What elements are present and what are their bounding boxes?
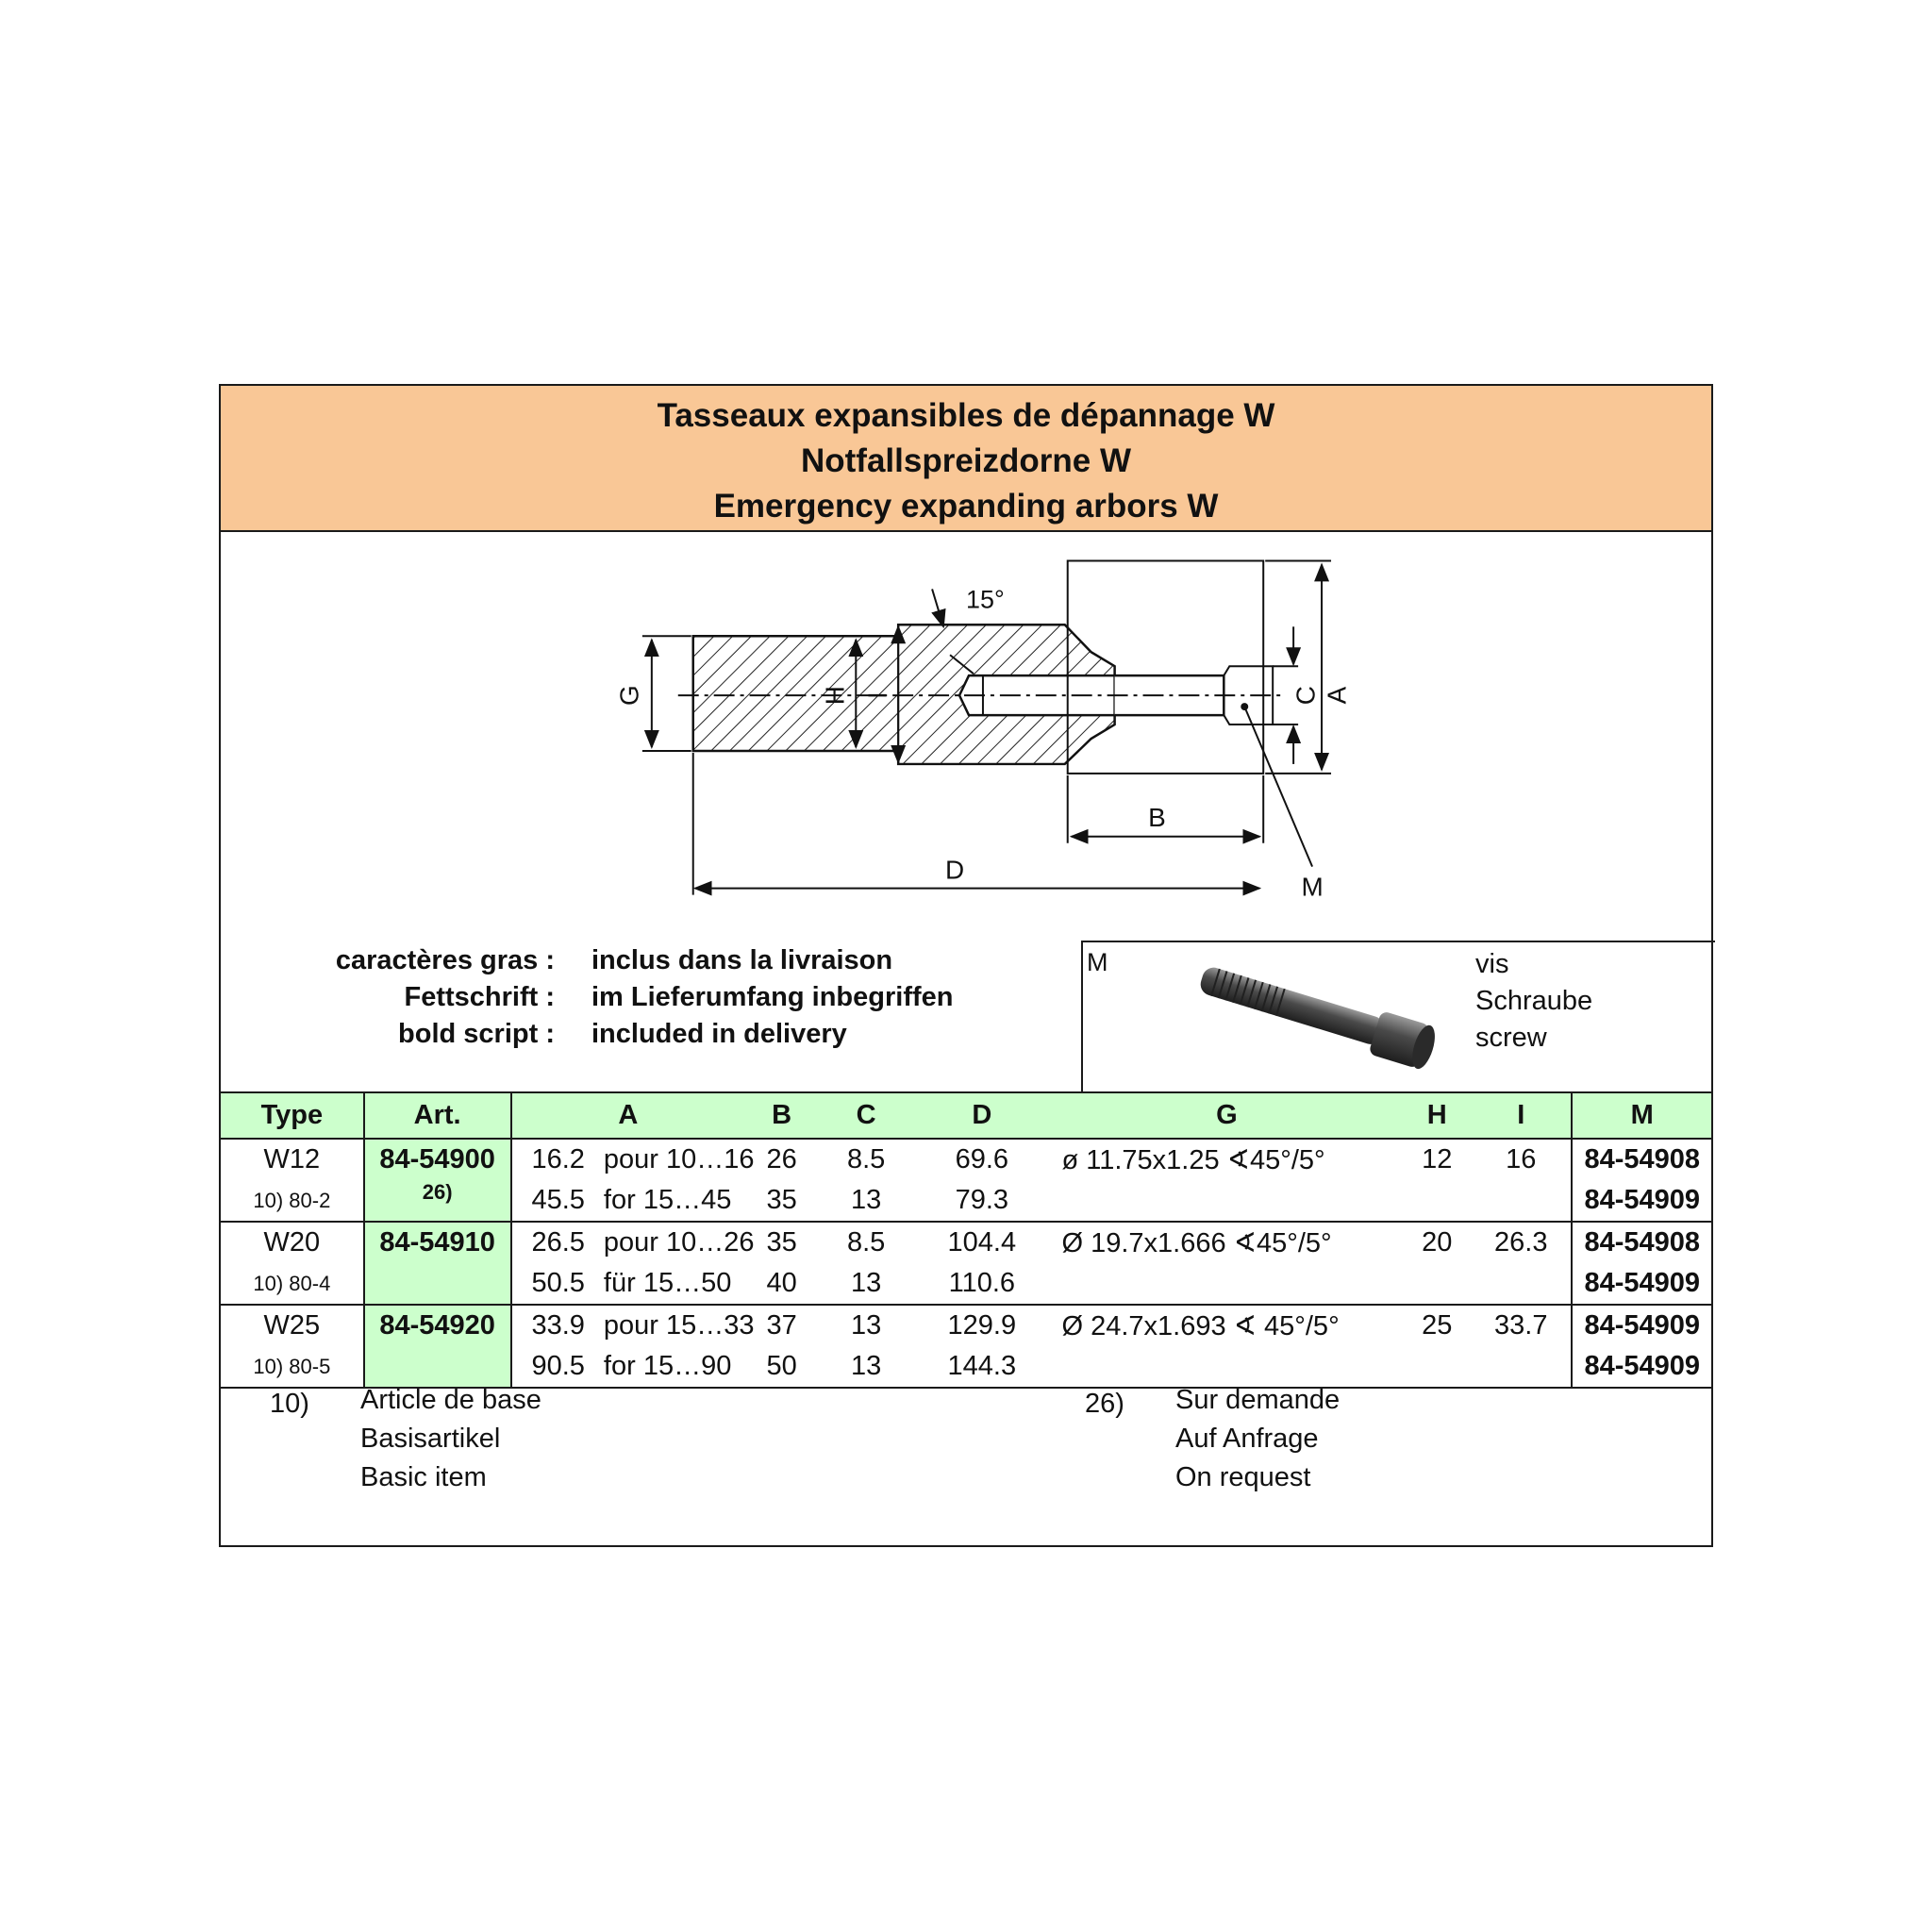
cell-c: 13 [819, 1346, 913, 1388]
cell-a: 16.2 [531, 1144, 585, 1174]
cell-b: 35 [766, 1227, 797, 1257]
label-d: D [944, 855, 965, 885]
header-h: H [1403, 1092, 1471, 1139]
cell-type-sub: 10) 80-4 [221, 1263, 364, 1305]
cell-range: pour 15…33 [603, 1310, 755, 1341]
cell-d: 79.3 [913, 1180, 1050, 1222]
legend-keys [336, 942, 555, 1053]
screw-box [1081, 941, 1715, 1091]
table-row [221, 1139, 1711, 1180]
label-g: G [614, 685, 644, 706]
cell-range: pour 10…16 [603, 1144, 755, 1174]
legend-values [591, 942, 953, 1053]
cell-type: W20 [221, 1222, 364, 1263]
cell-c: 13 [819, 1180, 913, 1222]
cell-m: 84-54909 [1572, 1180, 1711, 1222]
header-art: Art. [364, 1092, 511, 1139]
legend-value-de: im Lieferumfang inbegriffen [591, 982, 954, 1012]
cell-b: 50 [744, 1346, 819, 1388]
footnote-line: Basisartikel [360, 1424, 501, 1454]
legend-key-fr: caractères gras : [335, 945, 555, 975]
cell-a: 50.5 [511, 1263, 592, 1305]
screw-image [1158, 948, 1460, 1080]
spec-table [221, 1091, 1711, 1389]
cell-c: 8.5 [846, 1227, 886, 1257]
label-a: A [1322, 686, 1352, 705]
cell-d: 104.4 [947, 1227, 1017, 1257]
cell-type: W25 [221, 1305, 364, 1346]
table-row [221, 1263, 1711, 1305]
cell-empty [1471, 1346, 1572, 1388]
footnote-number: 10) [270, 1389, 309, 1419]
label-m: M [1301, 872, 1324, 902]
legend-value-fr: inclus dans la livraison [591, 945, 893, 975]
cell-empty [1471, 1180, 1572, 1222]
label-b: B [1148, 802, 1166, 832]
cell-empty [1403, 1346, 1471, 1388]
cell-b: 37 [766, 1310, 797, 1341]
cell-range: for 15…90 [592, 1346, 744, 1388]
screw-word-de: Schraube [1475, 986, 1593, 1016]
cell-g: Ø 24.7x1.693 ∢ 45°/5° [1061, 1311, 1340, 1341]
cell-d: 69.6 [955, 1144, 1009, 1174]
cell-c: 13 [850, 1310, 882, 1341]
cell-type: W12 [221, 1139, 364, 1180]
cell-a: 33.9 [531, 1310, 585, 1341]
legend-key-en: bold script : [398, 1019, 555, 1049]
cell-b: 26 [766, 1144, 797, 1174]
cell-c: 13 [819, 1263, 913, 1305]
screw-word-fr: vis [1475, 949, 1509, 979]
legend-value-en: included in delivery [591, 1019, 847, 1049]
cell-type-sub: 10) 80-5 [221, 1346, 364, 1388]
header-a: A [511, 1092, 745, 1139]
cell-type-sub: 10) 80-2 [221, 1180, 364, 1222]
cell-d: 110.6 [913, 1263, 1050, 1305]
cell-empty [1403, 1180, 1471, 1222]
cell-m: 84-54908 [1584, 1227, 1701, 1257]
header-i: I [1471, 1092, 1572, 1139]
header-c: C [819, 1092, 913, 1139]
table-row [221, 1222, 1711, 1263]
cell-a: 90.5 [511, 1346, 592, 1388]
technical-drawing [221, 532, 1711, 947]
table-row [221, 1305, 1711, 1346]
cell-empty [1050, 1263, 1403, 1305]
cell-art: 84-54900 [364, 1139, 511, 1180]
cell-m: 84-54909 [1584, 1310, 1701, 1341]
product-sheet [219, 384, 1713, 1547]
cell-m: 84-54909 [1572, 1263, 1711, 1305]
cell-range: pour 10…26 [603, 1227, 755, 1257]
arbor-body [678, 625, 1286, 764]
cell-empty [1050, 1180, 1403, 1222]
footnote-number: 26) [1085, 1389, 1124, 1419]
table-header-row [221, 1092, 1711, 1139]
cell-c: 8.5 [846, 1144, 886, 1174]
label-c: C [1291, 686, 1321, 706]
screw-words [1475, 946, 1592, 1057]
footnote-line: Sur demande [1175, 1385, 1341, 1415]
title-french: Tasseaux expansibles de dépannage W [657, 397, 1275, 434]
cell-d: 129.9 [947, 1310, 1017, 1341]
title-header [221, 386, 1711, 532]
title-english: Emergency expanding arbors W [713, 488, 1219, 525]
screw-box-label: M [1087, 948, 1108, 976]
cell-h: 25 [1422, 1310, 1453, 1341]
cell-range: für 15…50 [592, 1263, 744, 1305]
cell-a: 45.5 [511, 1180, 592, 1222]
cell-h: 12 [1422, 1144, 1453, 1174]
screw-word-en: screw [1475, 1023, 1547, 1053]
header-b: B [744, 1092, 819, 1139]
cell-b: 40 [744, 1263, 819, 1305]
footnote-line: Article de base [360, 1385, 541, 1415]
cell-h: 20 [1422, 1227, 1453, 1257]
footnote-line: Basic item [360, 1462, 487, 1492]
cell-art-empty [364, 1263, 511, 1305]
cell-i: 16 [1471, 1139, 1572, 1180]
angle-label: 15° [966, 585, 1005, 614]
table-row [221, 1180, 1711, 1222]
cell-range: for 15…45 [592, 1180, 744, 1222]
header-g: G [1050, 1092, 1403, 1139]
cell-a: 26.5 [531, 1227, 585, 1257]
cell-g: Ø 19.7x1.666 ∢45°/5° [1061, 1228, 1332, 1258]
header-type: Type [221, 1092, 364, 1139]
footnote-line: On request [1175, 1462, 1311, 1492]
cell-art: 84-54910 [364, 1222, 511, 1263]
footnote-line: Auf Anfrage [1175, 1424, 1319, 1454]
label-i: I [862, 691, 892, 700]
cell-empty [1471, 1263, 1572, 1305]
cell-m: 84-54908 [1584, 1144, 1701, 1174]
cell-m: 84-54909 [1572, 1346, 1711, 1388]
cell-d: 144.3 [913, 1346, 1050, 1388]
legend-key-de: Fettschrift : [404, 982, 555, 1012]
cell-i: 33.7 [1471, 1305, 1572, 1346]
cell-empty [1403, 1263, 1471, 1305]
cell-g: ø 11.75x1.25 ∢45°/5° [1061, 1145, 1325, 1175]
label-h: H [820, 686, 850, 706]
header-d: D [913, 1092, 1050, 1139]
title-german: Notfallspreizdorne W [800, 442, 1132, 479]
cell-i: 26.3 [1471, 1222, 1572, 1263]
cell-art-note: 26) [364, 1180, 511, 1222]
cell-art: 84-54920 [364, 1305, 511, 1346]
cell-b: 35 [744, 1180, 819, 1222]
header-m: M [1572, 1092, 1711, 1139]
